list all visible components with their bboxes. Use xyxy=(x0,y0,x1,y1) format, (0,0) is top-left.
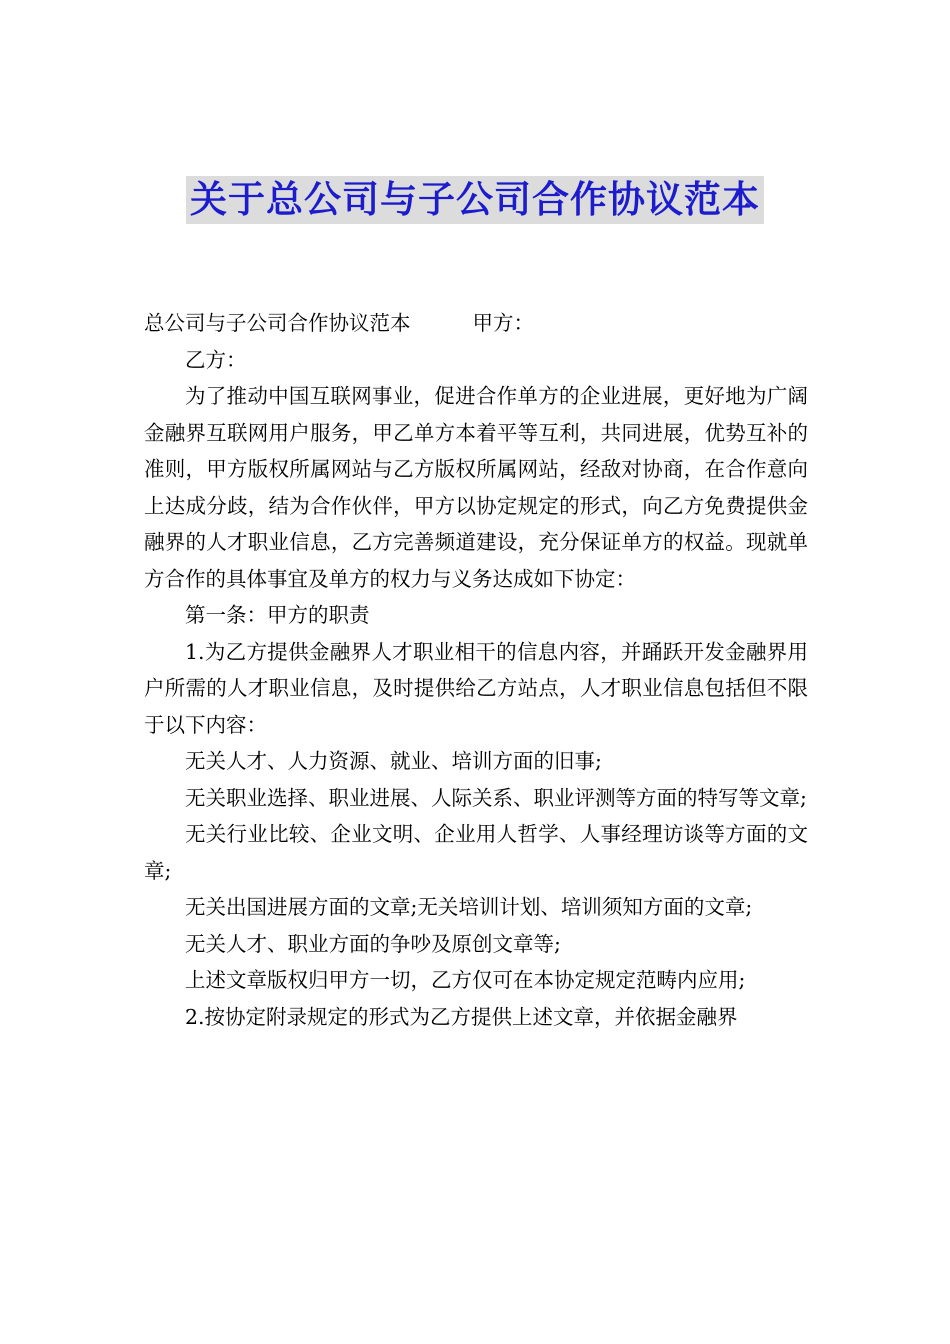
document-title: 关于总公司与子公司合作协议范本 xyxy=(186,176,764,224)
clause-1: 1.为乙方提供金融界人才职业相干的信息内容，并踊跃开发金融界用户所需的人才职业信息，及时提供给乙方站点，人才职业信息包括但不限于以下内容： xyxy=(144,639,808,737)
heading-text: 总公司与子公司合作协议范本 xyxy=(144,311,411,335)
document-body xyxy=(144,305,808,1035)
list-item-industry: 无关行业比较、企业文明、企业用人哲学、人事经理访谈等方面的文章; xyxy=(144,822,808,883)
copyright-note: 上述文章版权归甲方一切，乙方仅可在本协定规定范畴内应用; xyxy=(185,968,746,992)
list-item-news: 无关人才、人力资源、就业、培训方面的旧事; xyxy=(185,749,602,773)
paragraph-intro: 为了推动中国互联网事业，促进合作单方的企业进展，更好地为广阔金融界互联网用户服务，甲乙单方本着平等互利，共同进展，优势互补的准则，甲方版权所属网站与乙方版权所属网站，经敌对协商，在合作意向上达成分歧，结为合作伙伴，甲方以协定规定的形式，向乙方免费提供金融界的人才职业信息，乙方完善频道建设，充分保证单方的权益。现就单方合作的具体事宜及单方的权力与义务达成如下协定： xyxy=(144,384,808,591)
clause-2: 2.按协定附录规定的形式为乙方提供上述文章，并依据金融界 xyxy=(185,1004,738,1029)
list-item-discussion: 无关人才、职业方面的争吵及原创文章等; xyxy=(185,931,561,956)
list-item-career: 无关职业选择、职业进展、人际关系、职业评测等方面的特写等文章; xyxy=(185,785,807,810)
list-item-abroad: 无关出国进展方面的文章;无关培训计划、培训须知方面的文章; xyxy=(185,895,753,919)
article-one-heading: 第一条：甲方的职责 xyxy=(185,603,370,627)
heading-line xyxy=(144,305,808,342)
title-container xyxy=(0,176,950,224)
party-a-label: 甲方： xyxy=(472,311,534,335)
party-b-label: 乙方： xyxy=(185,347,247,372)
